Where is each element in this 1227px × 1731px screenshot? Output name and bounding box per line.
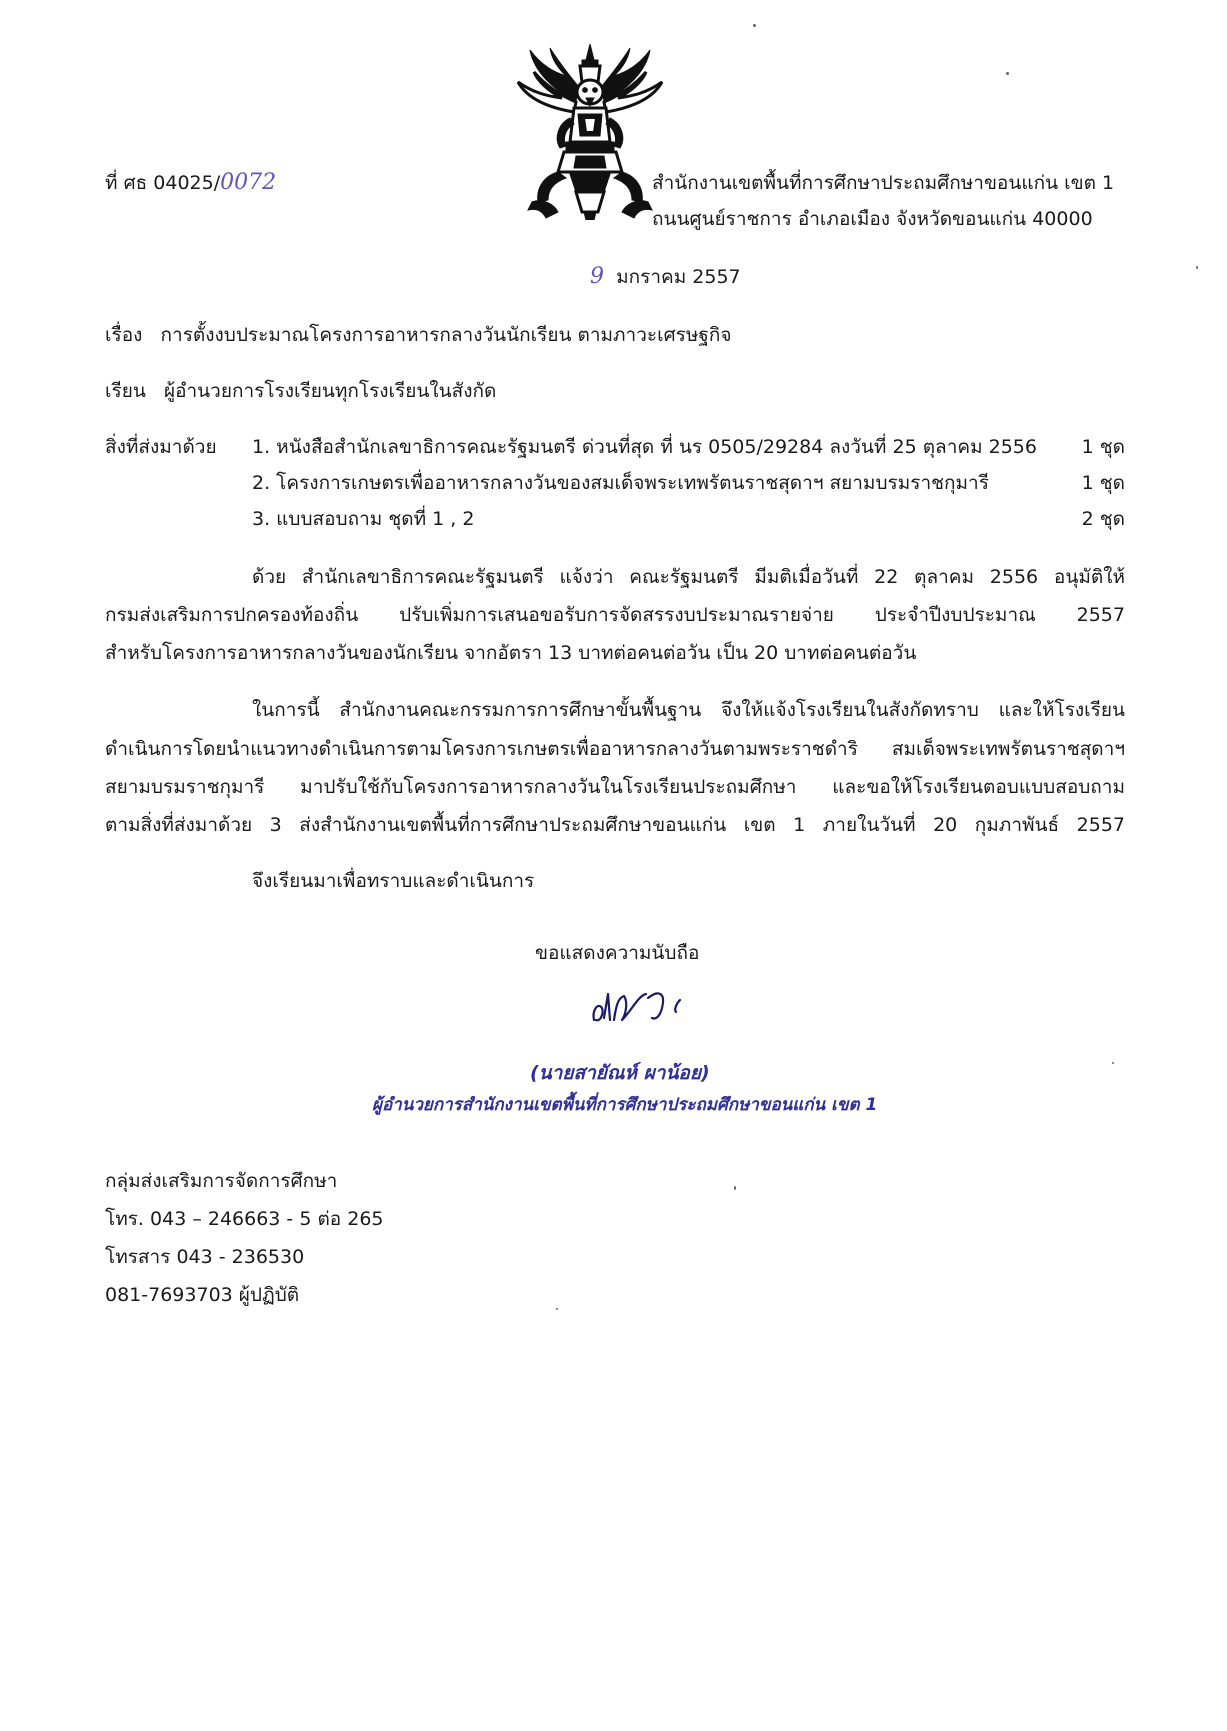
office-address: ถนนศูนย์ราชการ อำเภอเมือง จังหวัดขอนแก่น 40000 xyxy=(652,208,1093,230)
scan-speck xyxy=(734,1186,736,1190)
footer-officer: 081-7693703 ผู้ปฏิบัติ xyxy=(105,1284,300,1306)
paragraph-1-line: สำหรับโครงการอาหารกลางวันของนักเรียน จากอัตรา 13 บาทต่อคนต่อวัน เป็น 20 บาทต่อคนต่อวัน xyxy=(105,642,917,664)
scan-speck xyxy=(1112,1062,1114,1064)
enclosure-item-text: 1. หนังสือสำนักเลขาธิการคณะรัฐมนตรี ด่วนที่สุด ที่ นร 0505/29284 ลงวันที่ 25 ตุลาคม 2556 xyxy=(252,436,1037,458)
paragraph-2-line: ในการนี้ สำนักงานคณะกรรมการการศึกษาขั้นพื้นฐาน จึงให้แจ้งโรงเรียนในสังกัดทราบ และให้โรงเรียน xyxy=(252,699,1125,721)
subject-text: การตั้งงบประมาณโครงการอาหารกลางวันนักเรียน ตามภาวะเศรษฐกิจ xyxy=(160,324,732,346)
salutation: ขอแสดงความนับถือ xyxy=(535,942,700,964)
signer-position: ผู้อำนวยการสำนักงานเขตพื้นที่การศึกษาประถมศึกษาขอนแก่น เขต 1 xyxy=(372,1095,878,1115)
paragraph-1-line: ด้วย สำนักเลขาธิการคณะรัฐมนตรี แจ้งว่า คณะรัฐมนตรี มีมติเมื่อวันที่ 22 ตุลาคม 2556 อนุมัติให้ xyxy=(252,566,1125,588)
letter-date xyxy=(590,264,741,290)
scan-speck xyxy=(1196,266,1198,269)
paragraph-2-line: สยามบรมราชกุมารี มาปรับใช้กับโครงการอาหารกลางวันในโรงเรียนประถมศึกษา และขอให้โรงเรียนตอบแบบสอบถาม xyxy=(105,776,1125,798)
enclosure-item-text: 2. โครงการเกษตรเพื่ออาหารกลางวันของสมเด็จพระเทพรัตนราชสุดาฯ สยามบรมราชกุมารี xyxy=(252,472,989,494)
addressee-line xyxy=(105,378,496,404)
paragraph-1-line: กรมส่งเสริมการปกครองท้องถิ่น ปรับเพิ่มการเสนอขอรับการจัดสรรงบประมาณรายจ่าย ประจำปีงบประมาณ 2557 xyxy=(105,604,1125,626)
enclosure-item xyxy=(252,434,1125,460)
signer-name: (นายสายัณห์ ผาน้อย) xyxy=(530,1062,710,1084)
scan-speck xyxy=(1006,72,1009,75)
footer-phone: โทร. 043 – 246663 - 5 ต่อ 265 xyxy=(105,1208,384,1230)
reference-prefix: ที่ ศธ 04025/ xyxy=(105,172,221,194)
handwritten-reference-number: 0072 xyxy=(220,170,277,195)
enclosure-item-qty: 2 ชุด xyxy=(1081,508,1125,530)
enclosure-item-text: 3. แบบสอบถาม ชุดที่ 1 , 2 xyxy=(252,508,475,530)
garuda-emblem-icon xyxy=(514,42,666,220)
footer-department: กลุ่มส่งเสริมการจัดการศึกษา xyxy=(105,1170,338,1192)
addressee-label: เรียน xyxy=(105,380,146,402)
footer-fax: โทรสาร 043 - 236530 xyxy=(105,1246,305,1268)
handwritten-signature xyxy=(588,980,698,1030)
subject-line xyxy=(105,322,732,348)
enclosure-item xyxy=(252,506,1125,532)
date-month-year: มกราคม 2557 xyxy=(616,266,741,288)
enclosure-item xyxy=(252,470,1125,496)
handwritten-day: 9 xyxy=(590,264,604,289)
paragraph-2-line: ดำเนินการโดยนำแนวทางดำเนินการตามโครงการเกษตรเพื่ออาหารกลางวันตามพระราชดำริ สมเด็จพระเทพรัตนราชสุดาฯ xyxy=(105,738,1125,760)
enclosure-item-qty: 1 ชุด xyxy=(1081,472,1125,494)
closing-sentence: จึงเรียนมาเพื่อทราบและดำเนินการ xyxy=(252,870,535,892)
enclosure-item-qty: 1 ชุด xyxy=(1081,436,1125,458)
scan-speck xyxy=(753,24,756,27)
reference-number xyxy=(105,170,276,196)
scan-speck xyxy=(556,1308,558,1310)
addressee-text: ผู้อำนวยการโรงเรียนทุกโรงเรียนในสังกัด xyxy=(163,380,497,402)
enclosures-label: สิ่งที่ส่งมาด้วย xyxy=(105,436,217,458)
paragraph-2-line: ตามสิ่งที่ส่งมาด้วย 3 ส่งสำนักงานเขตพื้นที่การศึกษาประถมศึกษาขอนแก่น เขต 1 ภายในวันที่ 20 กุมภาพันธ์ 2557 xyxy=(105,814,1125,836)
office-name: สำนักงานเขตพื้นที่การศึกษาประถมศึกษาขอนแก่น เขต 1 xyxy=(652,172,1115,194)
subject-label: เรื่อง xyxy=(105,324,143,346)
